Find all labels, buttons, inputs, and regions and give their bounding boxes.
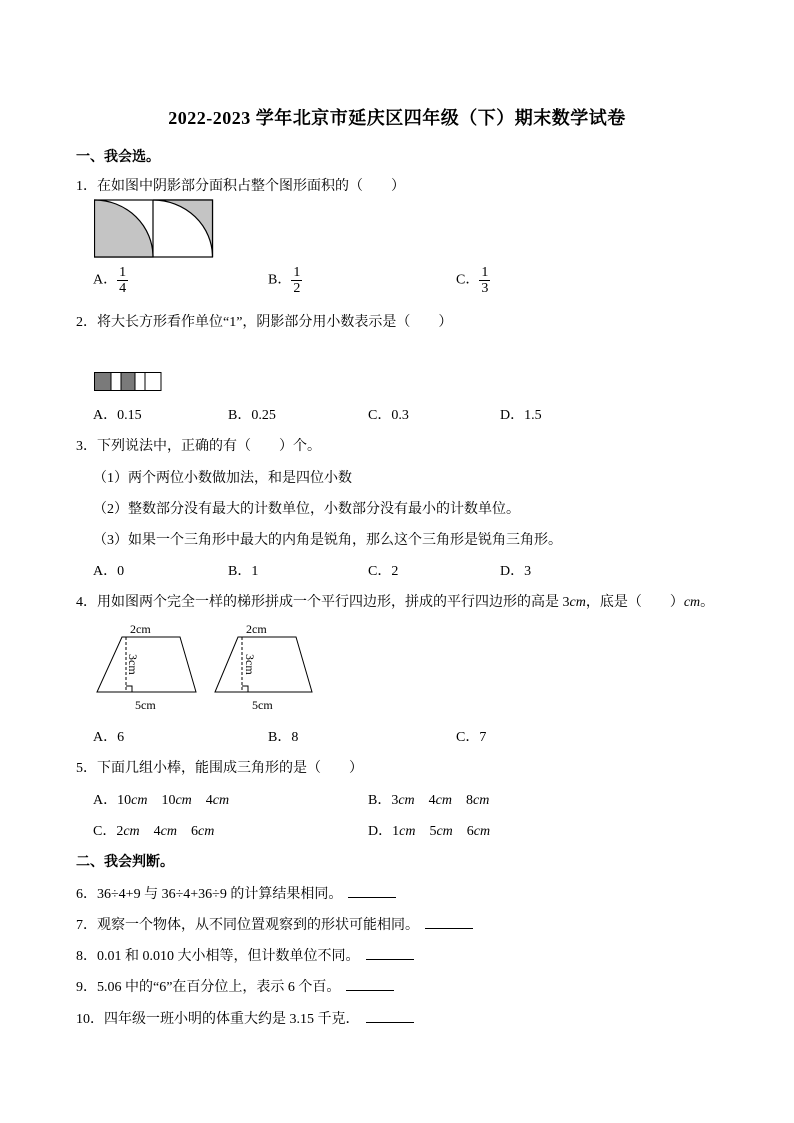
answer-blank[interactable] bbox=[366, 1010, 414, 1023]
section-2-heading: 二、我会判断。 bbox=[76, 855, 174, 870]
length-value: 8 bbox=[466, 793, 473, 808]
length-value: 5 bbox=[429, 824, 437, 839]
option-label: A． bbox=[93, 793, 118, 808]
height-label: 3cm bbox=[243, 654, 257, 675]
question-4-text: 4．用如图两个完全一样的梯形拼成一个平行四边形，拼成的平行四边形的高是 3cm，底是（ ）cm。 bbox=[76, 595, 715, 610]
question-1-figure bbox=[94, 199, 214, 259]
option-label: B． bbox=[268, 272, 292, 288]
option-label: C． bbox=[93, 824, 117, 839]
page-title: 2022-2023 学年北京市延庆区四年级（下）期末数学试卷 bbox=[168, 108, 626, 128]
answer-blank[interactable] bbox=[425, 916, 473, 929]
length-value: 10 bbox=[117, 793, 132, 808]
length-value: 1 bbox=[392, 824, 400, 839]
question-5-option-d[interactable] bbox=[368, 820, 490, 840]
question-4-option-c[interactable]: C．7 bbox=[456, 730, 487, 745]
question-2-text: 2．将大长方形看作单位“1”，阴影部分用小数表示是（ ） bbox=[76, 315, 453, 330]
question-3-option-a[interactable]: A．0 bbox=[93, 564, 125, 579]
length-value: 3 bbox=[391, 793, 399, 808]
unit: cm bbox=[131, 793, 148, 808]
length-value: 4 bbox=[428, 793, 436, 808]
question-4-text-part: ，底是（ ） bbox=[585, 595, 684, 610]
question-2-option-b[interactable]: B．0.25 bbox=[228, 408, 276, 423]
question-3-statement-2: （2）整数部分没有最大的计数单位，小数部分没有最小的计数单位。 bbox=[93, 502, 520, 517]
section-1-heading: 一、我会选。 bbox=[76, 150, 160, 165]
unit: cm bbox=[160, 824, 177, 839]
question-5-text: 5．下面几组小棒，能围成三角形的是（ ） bbox=[76, 761, 363, 776]
unit: cm bbox=[198, 824, 215, 839]
option-label: C． bbox=[456, 272, 480, 288]
question-1-option-a[interactable] bbox=[93, 265, 128, 296]
question-1-option-b[interactable] bbox=[268, 265, 302, 296]
fraction bbox=[117, 265, 128, 296]
unit: cm bbox=[473, 824, 491, 839]
question-5-option-a[interactable] bbox=[93, 789, 229, 809]
question-3-statement-1: （1）两个两位小数做加法，和是四位小数 bbox=[93, 471, 352, 486]
top-base-label: 2cm bbox=[246, 622, 267, 636]
numerator: 1 bbox=[119, 265, 127, 280]
question-2-figure bbox=[94, 372, 164, 392]
question-10 bbox=[76, 1008, 414, 1028]
question-4-trapezoid-2 bbox=[210, 618, 320, 716]
denominator: 2 bbox=[293, 281, 301, 296]
question-2-option-c[interactable]: C．0.3 bbox=[368, 408, 409, 423]
question-4-trapezoid-1 bbox=[92, 618, 202, 716]
question-4-text-part: 4．用如图两个完全一样的梯形拼成一个平行四边形，拼成的平行四边形的高是 3 bbox=[76, 595, 570, 610]
question-7 bbox=[76, 914, 473, 934]
question-3-option-c[interactable]: C．2 bbox=[368, 564, 399, 579]
unit: cm bbox=[212, 793, 230, 808]
unit: cm bbox=[399, 824, 416, 839]
unit: cm bbox=[175, 793, 192, 808]
answer-blank[interactable] bbox=[346, 978, 394, 991]
question-1-text: 1．在如图中阴影部分面积占整个图形面积的（ ） bbox=[76, 179, 405, 194]
option-label: B． bbox=[368, 793, 392, 808]
bottom-base-label: 5cm bbox=[252, 698, 273, 712]
numerator: 1 bbox=[481, 265, 489, 280]
question-4-option-a[interactable]: A．6 bbox=[93, 730, 125, 745]
fraction bbox=[479, 265, 490, 296]
unit: cm bbox=[398, 793, 415, 808]
question-9-text: 9．5.06 中的“6”在百分位上，表示 6 个百。 bbox=[76, 980, 341, 995]
unit: cm bbox=[123, 824, 140, 839]
question-7-text: 7．观察一个物体，从不同位置观察到的形状可能相同。 bbox=[76, 918, 419, 933]
unit: cm bbox=[683, 595, 701, 610]
question-8-text: 8．0.01 和 0.010 大小相等，但计数单位不同。 bbox=[76, 949, 360, 964]
fraction bbox=[291, 265, 302, 296]
unit: cm bbox=[569, 595, 586, 610]
question-5-option-c[interactable] bbox=[93, 820, 214, 840]
question-2-option-a[interactable]: A．0.15 bbox=[93, 408, 142, 423]
option-label: A． bbox=[93, 272, 118, 288]
denominator: 3 bbox=[481, 281, 489, 296]
bottom-base-label: 5cm bbox=[135, 698, 156, 712]
length-value: 4 bbox=[153, 824, 161, 839]
length-value: 2 bbox=[116, 824, 124, 839]
option-label: D． bbox=[368, 824, 393, 839]
length-value: 6 bbox=[191, 824, 198, 839]
answer-blank[interactable] bbox=[366, 947, 414, 960]
question-9 bbox=[76, 976, 394, 996]
length-value: 4 bbox=[205, 793, 213, 808]
answer-blank[interactable] bbox=[348, 885, 396, 898]
question-2-option-d[interactable]: D．1.5 bbox=[500, 408, 542, 423]
length-value: 6 bbox=[466, 824, 474, 839]
question-3-option-d[interactable]: D．3 bbox=[500, 564, 532, 579]
denominator: 4 bbox=[119, 281, 127, 296]
question-10-text: 10．四年级一班小明的体重大约是 3.15 千克． bbox=[76, 1012, 360, 1027]
question-1-option-c[interactable] bbox=[456, 265, 490, 296]
question-8 bbox=[76, 945, 414, 965]
top-base-label: 2cm bbox=[130, 622, 151, 636]
question-3-option-b[interactable]: B．1 bbox=[228, 564, 259, 579]
question-6 bbox=[76, 883, 396, 903]
question-5-option-b[interactable] bbox=[368, 789, 489, 809]
numerator: 1 bbox=[293, 265, 301, 280]
height-label: 3cm bbox=[126, 654, 140, 675]
unit: cm bbox=[435, 793, 452, 808]
unit: cm bbox=[473, 793, 490, 808]
question-4-option-b[interactable]: B．8 bbox=[268, 730, 299, 745]
unit: cm bbox=[436, 824, 453, 839]
question-3-statement-3: （3）如果一个三角形中最大的内角是锐角，那么这个三角形是锐角三角形。 bbox=[93, 533, 562, 548]
length-value: 10 bbox=[161, 793, 176, 808]
question-6-text: 6．36÷4+9 与 36÷4+36÷9 的计算结果相同。 bbox=[76, 887, 343, 902]
question-3-text: 3．下列说法中，正确的有（ ）个。 bbox=[76, 439, 321, 454]
